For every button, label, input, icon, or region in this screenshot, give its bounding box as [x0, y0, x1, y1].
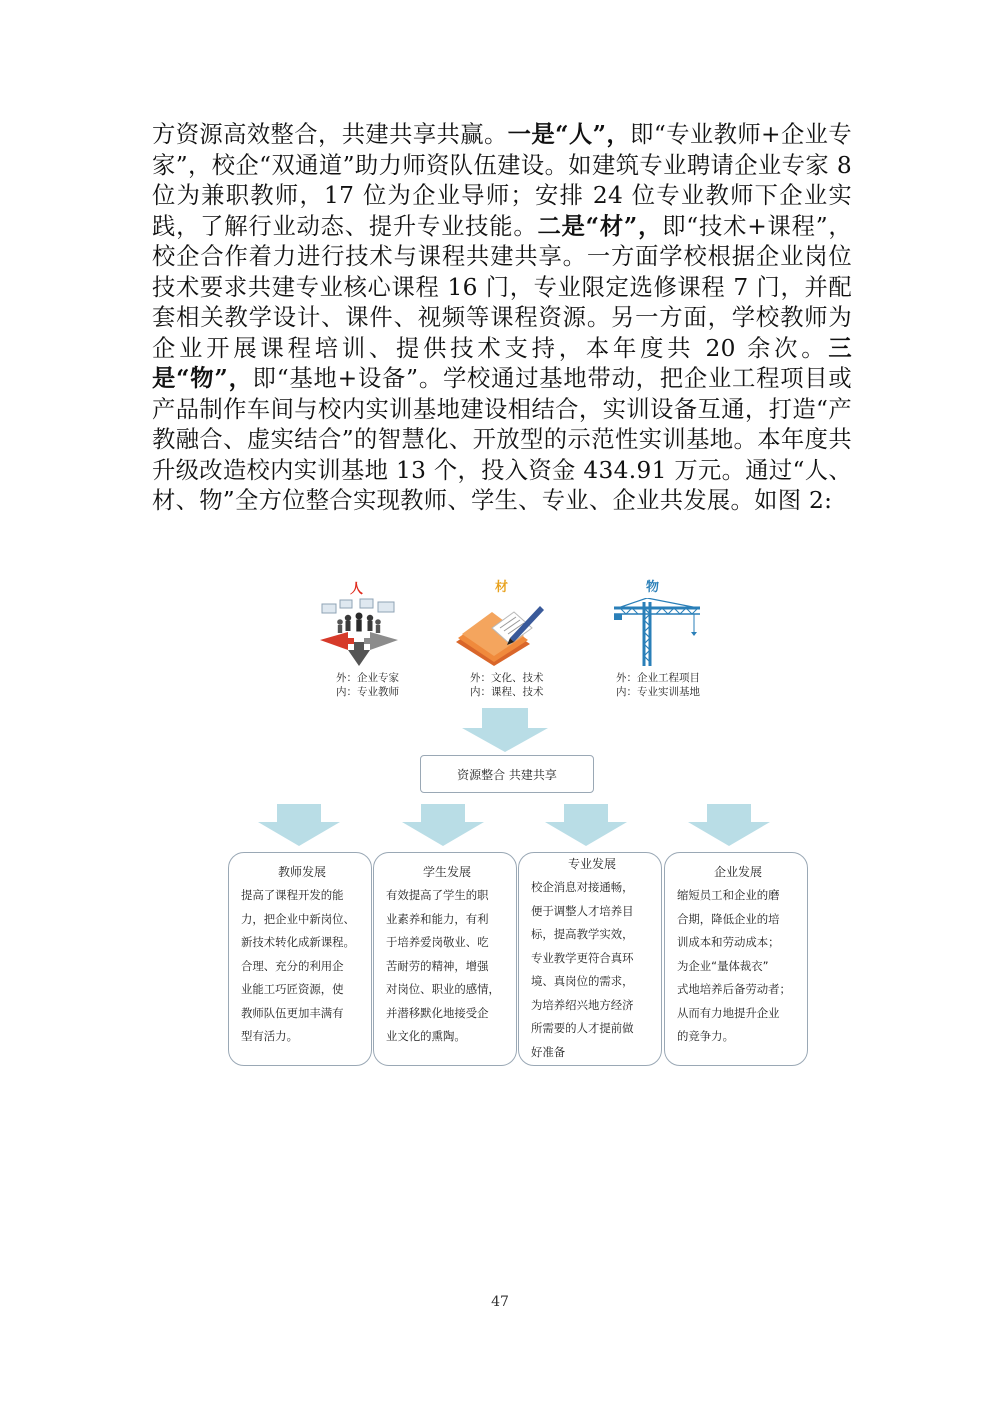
column-caption-ren: [336, 671, 399, 699]
card-student-development: [373, 852, 517, 1066]
column-title-cai: 材: [495, 580, 509, 595]
paragraph-text-3: 即“技术+课程”，校企合作着力进行技术与课程共建共享。一方面学校根据企业岗位技术要求共建专业核心课程 16 门，专业限定选修课程 7 门，并配套相关教学设计、课件、视频等课程资源。另一方面，学校教师为企业开展课程培训、提供技术支持，本年度共 20 余次。: [152, 212, 852, 362]
arrow-down-main: [462, 708, 548, 752]
resource-integration-label: 资源整合 共建共享: [457, 767, 557, 782]
arrow-down-enterprise: [688, 804, 770, 846]
column-title-ren: 人: [350, 582, 364, 597]
paragraph-bold-1: 一是“人”，: [507, 121, 631, 148]
column-title-wu: 物: [646, 580, 660, 595]
card-major-development: [518, 852, 662, 1066]
arrow-down-teacher: [258, 804, 340, 846]
card-text: 提高了课程开发的能 力，把企业中新岗位、 新技术转化成新课程。 合理、充分的利用企 业能工巧匠资源，使 教师队伍更加丰满有 型有活力。: [241, 888, 355, 1043]
caption-outer-ren: 外：企业专家: [336, 672, 399, 684]
caption-inner-cai: 内：课程、技术: [470, 686, 544, 698]
caption-inner-ren: 内：专业教师: [336, 686, 399, 698]
card-enterprise-development: [664, 852, 808, 1066]
card-text: 有效提高了学生的职 业素养和能力，有利 于培养爱岗敬业、吃 苦耐劳的精神，增强 对岗位、职业的感情， 并潜移默化地接受企 业文化的熏陶。: [386, 888, 500, 1043]
caption-outer-cai: 外：文化、技术: [470, 672, 544, 684]
card-text: 缩短员工和企业的磨 合期，降低企业的培 训成本和劳动成本； 为企业“量体裁衣” 式地培养后备劳动者； 从而有力地提升企业 的竞争力。: [677, 888, 791, 1043]
card-title: 专业发展: [567, 857, 616, 871]
paragraph-bold-2: 二是“材”，: [537, 212, 663, 240]
paragraph-bold-3: 三是“物”，: [152, 334, 852, 392]
card-teacher-development: [228, 852, 372, 1066]
card-text: 校企消息对接通畅， 便于调整人才培养目 标，提高教学实效， 专业教学更符合真环 境、真岗位的需求， 为培养绍兴地方经济 所需要的人才提前做 好准备: [531, 880, 634, 1059]
tower-crane-icon: [610, 598, 704, 668]
caption-inner-wu: 内：专业实训基地: [616, 686, 700, 698]
documents-pen-icon: [452, 598, 548, 668]
resource-integration-box: [420, 755, 594, 793]
column-caption-cai: [470, 671, 544, 699]
card-title: 学生发展: [422, 865, 471, 879]
people-arrows-icon: [318, 598, 400, 668]
page-number: 47: [491, 1294, 509, 1310]
column-caption-wu: [616, 671, 700, 699]
arrow-down-major: [545, 804, 627, 846]
card-title: 企业发展: [713, 865, 762, 879]
paragraph-text-2: 即“专业教师+企业专家”，校企“双通道”助力师资队伍建设。如建筑专业聘请企业专家 8 位为兼职教师，17 位为企业导师；安排 24 位专业教师下企业实践，了解行业动态、提升专业技能。: [152, 121, 852, 240]
paragraph-text-4: 即“基地+设备”。学校通过基地带动，把企业工程项目或产品制作车间与校内实训基地建设相结合，实训设备互通，打造“产教融合、虚实结合”的智慧化、开放型的示范性实训基地。本年度共升级改造校内实训基地 13 个，投入资金 434.91 万元。通过“人、材、物”全方位整合实现教师、学生、专业、企业共发展。如图 2:: [152, 365, 852, 514]
caption-outer-wu: 外：企业工程项目: [616, 672, 700, 684]
paragraph-text-1: 方资源高效整合，共建共享共赢。: [152, 121, 508, 148]
arrow-down-student: [402, 804, 484, 846]
card-title: 教师发展: [277, 865, 326, 879]
